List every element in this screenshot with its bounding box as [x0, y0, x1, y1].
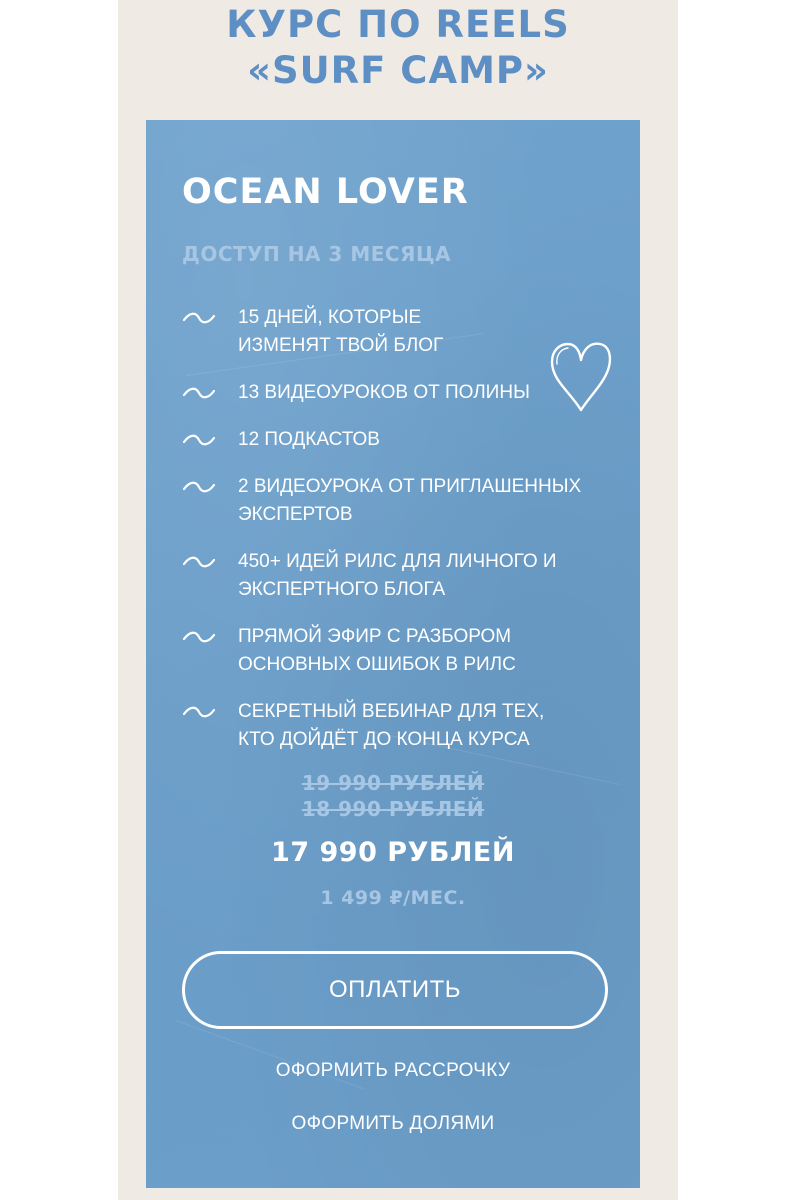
heart-icon	[548, 340, 614, 414]
feature-item	[182, 426, 622, 454]
pay-button-label: ОПЛАТИТЬ	[328, 976, 462, 1003]
feature-item	[182, 473, 622, 529]
wave-icon	[182, 479, 216, 495]
wave-icon	[182, 629, 216, 645]
installment-link[interactable]: ОФОРМИТЬ РАССРОЧКУ	[275, 1060, 511, 1081]
wave-icon	[182, 432, 216, 448]
feature-item	[182, 548, 622, 604]
monthly-price: 1 499 ₽/МЕС.	[320, 887, 466, 909]
plan-title: OCEAN LOVER	[182, 172, 469, 212]
pay-button[interactable]	[182, 951, 608, 1029]
wave-icon	[182, 385, 216, 401]
feature-text: ПРЯМОЙ ЭФИР С РАЗБОРОМ ОСНОВНЫХ ОШИБОК В РИЛС	[238, 626, 516, 675]
feature-text: 2 ВИДЕОУРОКА ОТ ПРИГЛАШЕННЫХ ЭКСПЕРТОВ	[238, 476, 582, 525]
wave-icon	[182, 704, 216, 720]
heading-line-1: КУРС ПО REELS	[226, 3, 570, 46]
plan-access-period: ДОСТУП НА 3 МЕСЯЦА	[182, 242, 451, 266]
feature-item	[182, 698, 622, 754]
old-price: 18 990 РУБЛЕЙ	[301, 797, 485, 821]
feature-item	[182, 623, 622, 679]
old-price: 19 990 РУБЛЕЙ	[301, 771, 485, 795]
feature-text: 450+ ИДЕЙ РИЛС ДЛЯ ЛИЧНОГО И ЭКСПЕРТНОГО БЛОГА	[238, 551, 557, 600]
page-heading	[118, 2, 678, 94]
current-price: 17 990 РУБЛЕЙ	[271, 837, 515, 868]
price-block	[146, 770, 640, 910]
dolyami-link[interactable]: ОФОРМИТЬ ДОЛЯМИ	[291, 1113, 495, 1134]
wave-icon	[182, 310, 216, 326]
heading-line-2: «SURF CAMP»	[247, 49, 549, 92]
feature-text: СЕКРЕТНЫЙ ВЕБИНАР ДЛЯ ТЕХ, КТО ДОЙДЁТ ДО КОНЦА КУРСА	[238, 701, 545, 750]
feature-text: 12 ПОДКАСТОВ	[238, 429, 380, 450]
feature-text: 13 ВИДЕОУРОКОВ ОТ ПОЛИНЫ	[238, 382, 530, 403]
feature-text: 15 ДНЕЙ, КОТОРЫЕ ИЗМЕНЯТ ТВОЙ БЛОГ	[238, 307, 444, 356]
wave-icon	[182, 554, 216, 570]
